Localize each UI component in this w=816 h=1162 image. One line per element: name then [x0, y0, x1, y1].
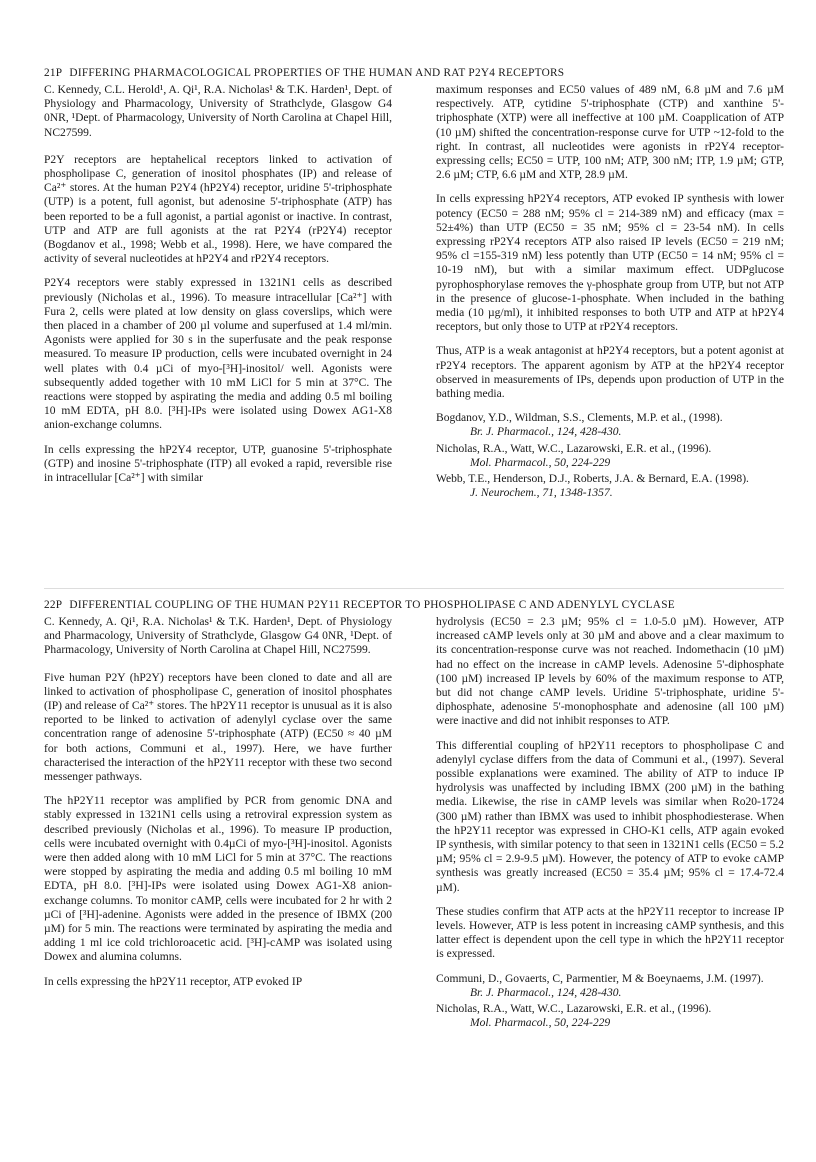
abstract-title-text: DIFFERING PHARMACOLOGICAL PROPERTIES OF THE HUMAN AND RAT P2Y4 RECEPTORS — [69, 67, 565, 79]
abstract-22p — [44, 598, 784, 1032]
reference-source: Br. J. Pharmacol., 124, 428-430. — [470, 426, 622, 439]
abstract-number: 22P — [44, 599, 63, 611]
reference-item — [436, 1002, 784, 1030]
reference-item — [436, 411, 784, 439]
paragraph-conclusion: These studies confirm that ATP acts at the hP2Y11 receptor to increase IP levels. However, ATP is less potent in increasing cAMP synthesis, and this latter effect is dependent upon the cell type in which the hP2Y11 receptor is expressed. — [436, 905, 784, 961]
abstract-title-text: DIFFERENTIAL COUPLING OF THE HUMAN P2Y11 RECEPTOR TO PHOSPHOLIPASE C AND ADENYLYL CYCLASE — [69, 599, 675, 611]
reference-item — [436, 472, 784, 500]
paragraph-conclusion: Thus, ATP is a weak antagonist at hP2Y4 receptors, but a potent agonist at rP2Y4 receptors. The apparent agonism by ATP at the hP2Y4 receptor observed in measurements of IPs, depends upon production of UTP in the bathing media. — [436, 345, 784, 401]
reference-authors: Nicholas, R.A., Watt, W.C., Lazarowski, E.R. et al., (1996). — [436, 1003, 712, 1016]
paragraph-results-start: In cells expressing the hP2Y11 receptor, ATP evoked IP — [44, 975, 303, 988]
paragraph-results-cont: maximum responses and EC50 values of 489 nM, 6.8 µM and 7.6 µM respectively. ATP, cytidine 5'-triphosphate (CTP) and xanthine 5'-triphosphate (XTP) were all ineffective at 100 µM. Coapplication of ATP (10 µM) shifted the concentration-response curve for UTP ~12-fold to the right. In contrast, all nucleotides were agonists in rP2Y4 receptor-expressing cells; EC50 = UTP, 100 nM; ATP, 300 nM; ITP, 1.9 µM; GTP, 2.6 µM; CTP, 6.6 µM and XTP, 28.9 µM. — [436, 84, 784, 182]
reference-authors: Nicholas, R.A., Watt, W.C., Lazarowski, E.R. et al., (1996). — [436, 442, 712, 455]
paragraph-results-start: In cells expressing the hP2Y4 receptor, UTP, guanosine 5'-triphosphate (GTP) and inosine 5'-triphosphate (ITP) all evoked a rapid, reversible rise in intracellular [Ca²⁺] with similar — [44, 443, 392, 485]
reference-authors: Communi, D., Govaerts, C, Parmentier, M & Boeynaems, J.M. (1997). — [436, 972, 764, 985]
reference-authors: Bogdanov, Y.D., Wildman, S.S., Clements, M.P. et al., (1998). — [436, 412, 723, 425]
reference-source: Mol. Pharmacol., 50, 224-229 — [470, 456, 611, 469]
paragraph-results-cont: hydrolysis (EC50 = 2.3 µM; 95% cl = 1.0-5.0 µM). However, ATP increased cAMP levels only at 30 µM and above and a clear maximum to its concentration-response curve was not reached. Indomethacin (10 µM) had no effect on the increase in cAMP levels. Adenosine 5'-diphosphate (100 µM) increased IP levels by 60% of the maximum response to ATP, but did not change cAMP levels. Uridine 5'-triphosphate, uridine 5'-diphosphate, adenosine 5'-monophosphate and adenosine (all 100 µM) were inactive and did not inhibit responses to ATP. — [436, 616, 784, 728]
reference-source: Br. J. Pharmacol., 124, 428-430. — [470, 986, 622, 999]
reference-list — [436, 972, 784, 1031]
abstract-divider — [44, 588, 784, 589]
reference-source: Mol. Pharmacol., 50, 224-229 — [470, 1017, 611, 1030]
abstract-title — [44, 66, 784, 80]
left-column — [44, 83, 392, 502]
right-column — [436, 615, 784, 1032]
paragraph-introduction: P2Y receptors are heptahelical receptors linked to activation of phospholipase C, generation of inositol phosphates (IP) and release of Ca²⁺ stores. At the human P2Y4 (hP2Y4) receptor, uridine 5'-triphosphate (UTP) is a potent, full agonist, but adenosine 5'-triphosphate (ATP) has been reported to be a full agonist, a partial agonist or inactive. In contrast, UTP and ATP are full agonists at the rat P2Y4 (rP2Y4) receptor (Bogdanov et al., 1998; Webb et al., 1998). Here, we have compared the activity of several nucleotides at hP2Y4 and rP2Y4 receptors. — [44, 153, 392, 266]
reference-list — [436, 411, 784, 500]
reference-item — [436, 442, 784, 470]
author-affiliations: C. Kennedy, C.L. Herold¹, A. Qi¹, R.A. Nicholas¹ & T.K. Harden¹, Dept. of Physiology and Pharmacology, University of Strathclyde, Glasgow G4 0NR, ¹Dept. of Pharmacology, University of North Carolina at Chapel Hill, NC27599. — [44, 84, 392, 139]
abstract-21p — [44, 66, 784, 502]
author-affiliations: C. Kennedy, A. Qi¹, R.A. Nicholas¹ & T.K. Harden¹, Dept. of Physiology and Pharmacology, University of Strathclyde, Glasgow G4 0NR, ¹Dept. of Pharmacology, University of North Carolina at Chapel Hill, NC27599. — [44, 616, 392, 657]
paragraph-methods: The hP2Y11 receptor was amplified by PCR from genomic DNA and stably expressed in 1321N1 cells using a retroviral expression system as described previously (Nicholas et al., 1996). To measure IP production, cells were incubated overnight with 0.4µCi of myo-[³H]-inositol. Agonists were then added along with 10 mM LiCl for 5 min at 37°C. The reactions were stopped by aspirating the media and adding 0.5 ml boiling 10 mM EDTA, pH 8.0. [³H]-IPs were isolated using Dowex AG1-X8 anion-exchange columns. To monitor cAMP, cells were incubated for 2 hr with 2 µCi of [³H]-adenine. Agonists were added in the presence of IBMX (200 µM) for 5 min. The reactions were terminated by aspirating the media and adding 1 ml ice cold trichloroacetic acid. [³H]-cAMP was isolated using Dowex and alumina columns. — [44, 795, 392, 964]
left-column — [44, 615, 392, 1032]
abstract-title — [44, 598, 784, 612]
paragraph-methods: P2Y4 receptors were stably expressed in 1321N1 cells as described previously (Nicholas et al., 1996). To measure intracellular [Ca²⁺] with Fura 2, cells were plated at low density on glass coverslips, which were then placed in a chamber of 200 µl volume and superfused at 1.4 ml/min. Agonists were applied for 30 s in the superfusate and the peak response measured. To measure IP production, cells were incubated overnight in 24 well plates with 0.4 µCi of myo-[³H]-inositol/ well. Agonists were subsequently added together with 10 mM LiCl for 5 min at 37°C. The reactions were stopped by aspirating the media and adding 0.5 ml boiling 10 mM EDTA, pH 8.0. [³H]-IPs were isolated using Dowex AG1-X8 anion-exchange columns. — [44, 277, 392, 432]
reference-authors: Webb, T.E., Henderson, D.J., Roberts, J.A. & Bernard, E.A. (1998). — [436, 473, 749, 486]
abstract-number: 21P — [44, 67, 63, 79]
paragraph-introduction: Five human P2Y (hP2Y) receptors have been cloned to date and all are linked to activation of phospholipase C, generation of inositol phosphates (IP) and release of Ca²⁺ stores. The hP2Y11 receptor is unusual as it is also reported to be linked to activation of adenylyl cyclase over the same concentration range of adenosine 5'-triphosphate (ATP) (EC50 ≈ 40 µM for both actions, Communi et al., 1997). Here, we have further characterised the interaction of the hP2Y11 receptor with these two second messenger pathways. — [44, 671, 392, 784]
paragraph-discussion: This differential coupling of hP2Y11 receptors to phospholipase C and adenylyl cyclase differs from the data of Communi et al., (1997). Several possible explanations were examined. The ability of ATP to induce IP hydrolysis was unaffected by including IBMX (200 µM) in the bathing media. Likewise, the rise in cAMP levels was similar when Ro20-1724 (300 µM) rather than IBMX was used to inhibit phosphodiesterase. When the hP2Y11 receptor was expressed in CHO-K1 cells, ATP again evoked IP synthesis, with similar potency to that seen in 1321N1 cells (EC50 = 5.2 µM; 95% cl = 2.9-9.5 µM). However, the potency of ATP to evoke cAMP synthesis was greatly increased (EC50 = 35.4 µM; 95% cl = 17.4-72.4 µM). — [436, 739, 784, 894]
reference-source: J. Neurochem., 71, 1348-1357. — [470, 487, 613, 500]
reference-item — [436, 972, 784, 1000]
paragraph-ip-results: In cells expressing hP2Y4 receptors, ATP evoked IP synthesis with lower potency (EC50 = 288 nM; 95% cl = 214-389 nM) and efficacy (max = 52±4%) than UTP (EC50 = 35 nM; 95% cl = 23-54 nM). In cells expressing rP2Y4 receptors ATP also raised IP levels (EC50 = 219 nM; 95% cl =155-319 nM) less potently than UTP (EC50 = 14 nM; 95% cl = 10-19 nM), but with a similar maximum effect. UDPglucose pyrophosphorylase removes the γ-phosphate group from UTP, but not ATP in the presence of glucose-1-phosphate. When included in the bathing media (10 µg/ml), it inhibited responses to both UTP and ATP at hP2Y4 receptors, but only those to UTP at rP2Y4 receptors. — [436, 193, 784, 334]
right-column — [436, 83, 784, 502]
